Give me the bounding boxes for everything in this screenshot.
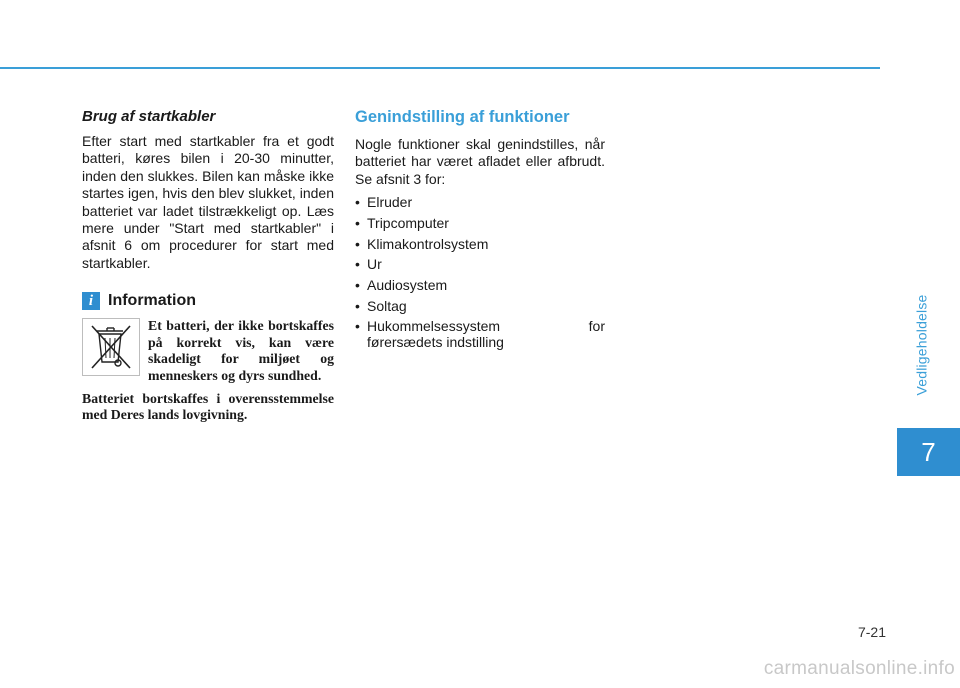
bin-symbol [88,322,134,372]
list-item: • Ur [355,256,605,272]
header-rule [0,67,880,69]
watermark: carmanualsonline.info [763,658,955,679]
section-side-label-text: Vedligeholdelse [914,294,930,396]
information-title: Information [108,292,196,310]
list-item: • Elruder [355,194,605,210]
list-item: • Tripcomputer [355,215,605,231]
subheading: Brug af startkabler [82,108,216,125]
information-header [82,290,334,312]
list-item [355,318,605,350]
right-column [355,108,605,355]
list-item-line: Hukommelsessystem for [367,318,605,335]
list-item-line: førersædets indstilling [367,334,504,351]
reset-intro: Nogle funktioner skal genindstilles, når batteriet har været afladet eller afbrudt. Se afsnit 3 for: [355,136,605,187]
crossed-out-wheelie-bin-icon [82,318,140,376]
information-text: Et batteri, der ikke bortskaffes på korrekt vis, kan være skadeligt for miljøet og menneskers og dyrs sundhed. [148,318,334,384]
jumpstart-paragraph: Efter start med startkabler fra et godt batteri, køres bilen i 20-30 minutter, inden den slukkes. Bilen kan måske ikke startes igen, hvis den blev slukket, inden batteriet var ladet tilstrækkeligt op. Læs mere under "Start med startkabler" i afsnit 6 om procedurer for start med startkabler. [82,133,334,271]
section-side-label [902,260,942,430]
information-icon: i [82,292,100,310]
disposal-text: Batteriet bortskaffes i overensstemmelse med Deres lands lovgivning. [82,390,334,423]
chapter-tab [897,428,960,476]
reset-function-list [355,194,605,350]
list-item: • Soltag [355,298,605,314]
left-column [82,108,334,424]
page-number: 7-21 [857,624,886,640]
chapter-number: 7 [921,436,936,467]
section-title: Genindstilling af funktioner [355,108,570,126]
list-item: • Audiosystem [355,277,605,293]
information-body [82,318,334,384]
list-item: • Klimakontrolsystem [355,236,605,252]
